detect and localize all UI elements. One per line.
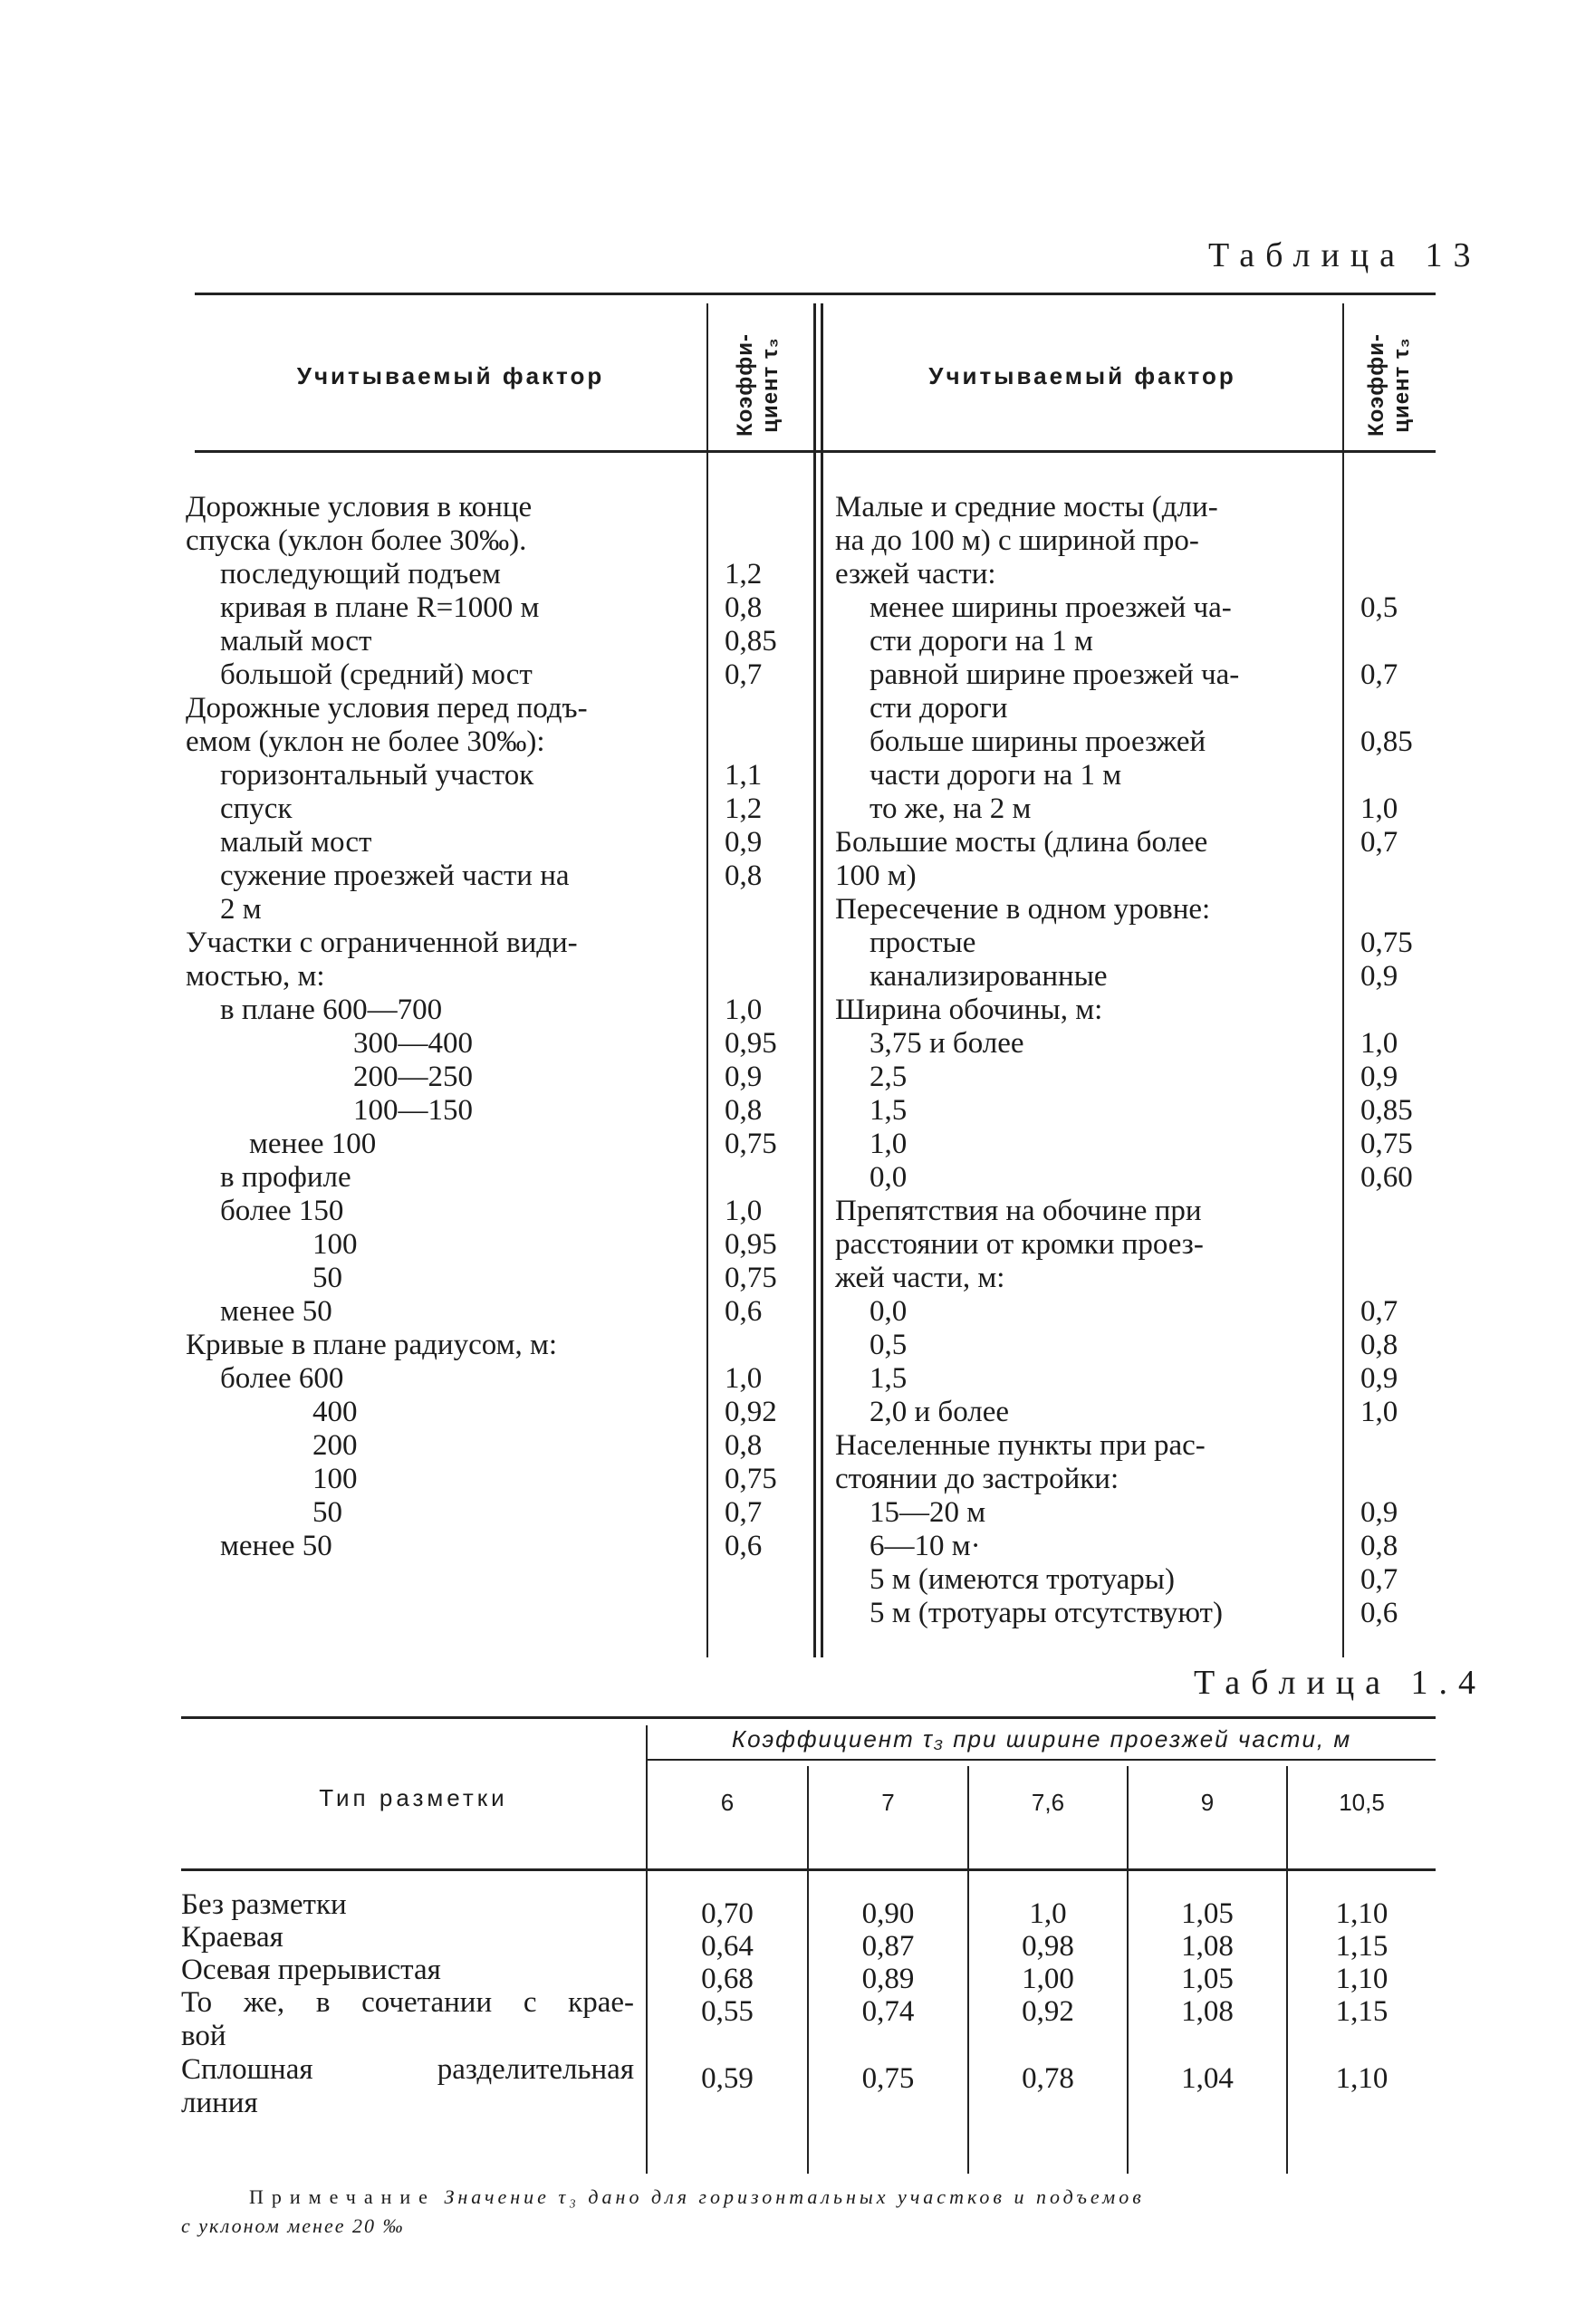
table13-left-coef-value: 1,0 [725, 1362, 763, 1395]
table13-right-factor-row: 2,5 [870, 1061, 908, 1093]
table14-cell-value: 1,15 [1335, 1995, 1388, 2028]
table13-left-coef-value [725, 1161, 806, 1195]
table13-right-coef-value [1360, 1463, 1433, 1496]
table13-left-coef-value [725, 960, 806, 994]
table13-right-factor-row: Пересечение в одном уровне: [835, 893, 1211, 926]
table13-left-factor-row: 100—150 [353, 1094, 473, 1127]
table13-right-factor-row: Малые и средние мосты (дли- [835, 491, 1218, 523]
table13-left-factor-row: емом (уклон не более 30‰): [186, 725, 545, 758]
table14-cell-value: 0,55 [701, 1995, 754, 2028]
table13-right-factor-row: 5 м (имеются тротуары) [870, 1563, 1175, 1596]
table13-left-factor-row: 50 [312, 1262, 342, 1294]
table13-right-factor-row: то же, на 2 м [870, 792, 1032, 825]
table13-left-factor-row: 200—250 [353, 1061, 473, 1093]
table13-left-coef-value: 0,7 [725, 658, 763, 691]
table13-left-coef-value: 0,6 [725, 1295, 763, 1328]
table13-right-factor-row: Препятствия на обочине при [835, 1195, 1202, 1227]
table13-left-factor-row: малый мост [220, 826, 372, 859]
table13-left-coef-value: 0,95 [725, 1228, 777, 1261]
table13-left-coef-value: 0,6 [725, 1530, 763, 1562]
table13-right-header-factor: Учитываемый фактор [928, 362, 1236, 389]
table13-right-factor-row: 1,5 [870, 1362, 908, 1395]
table13-right-coef-value: 0,85 [1360, 725, 1413, 758]
table13-left-factor-row: 2 м [220, 893, 262, 926]
table13-left-coef-value: 0,75 [725, 1463, 777, 1495]
table13-right-factor-row: сти дороги [870, 692, 1008, 725]
table14-row-name: линия [181, 2087, 258, 2119]
table14-width-header: 7,6 [1031, 1789, 1065, 1816]
table13-right-coef-value: 0,7 [1360, 1295, 1398, 1328]
table14-cell-value: 0,89 [861, 1963, 915, 1995]
table13-left-factor-row: Дорожные условия перед подъ- [186, 692, 588, 725]
table13-right-coef-value: 0,75 [1360, 1128, 1413, 1160]
table13-right-coef-value [1360, 491, 1433, 524]
table13-right-coef-value: 1,0 [1360, 792, 1398, 825]
table14-row-name: Краевая [181, 1921, 283, 1954]
table13-left-factor-row: последующий подъем [220, 558, 501, 591]
table13-left-factor-row: мостью, м: [186, 960, 325, 993]
table13-left-factor-row: менее 50 [220, 1295, 332, 1328]
table14-caption: Таблица 1.4 [1194, 1664, 1487, 1702]
table13-right-coef-value: 0,7 [1360, 826, 1398, 859]
table13-left-factor-row: 300—400 [353, 1027, 473, 1060]
table13-left-coef-value: 0,75 [725, 1128, 777, 1160]
table13-right-factor-row: 5 м (тротуары отсутствуют) [870, 1597, 1223, 1629]
table14-width-header: 6 [720, 1789, 735, 1816]
table13-right-coef-value [1360, 1429, 1433, 1463]
table13-left-factor-row: спуска (уклон более 30‰). [186, 524, 527, 557]
table13-left-factor-row: Кривые в плане радиусом, м: [186, 1329, 558, 1361]
table13-left-factor-row: более 150 [220, 1195, 344, 1227]
table14-header-type: Тип разметки [319, 1784, 508, 1811]
table13-right-factor-row: 3,75 и более [870, 1027, 1024, 1060]
table13-left-factor-row: 400 [312, 1396, 358, 1428]
table14-cell-value: 0,98 [1022, 1930, 1074, 1963]
table13-left-coef-value: 0,8 [725, 859, 763, 892]
table13-left-factor-row: 50 [312, 1496, 342, 1529]
table13-left-coef-value: 1,0 [725, 994, 763, 1026]
table13-left-coef-value [725, 927, 806, 960]
table14-coef-subrule [648, 1759, 1436, 1761]
table13-left-coef-value: 0,75 [725, 1262, 777, 1294]
table13-right-coef-value [1360, 994, 1433, 1027]
table13-right-factor-row: жей части, м: [835, 1262, 1005, 1294]
table13-right-coef-value [1360, 759, 1433, 792]
table13-right-coef-value: 0,9 [1360, 960, 1398, 993]
table13-left-coef-value: 0,7 [725, 1496, 763, 1529]
table13-top-rule [195, 293, 1436, 295]
table13-left-factor-row: 200 [312, 1429, 358, 1462]
table13-left-coef-value: 1,0 [725, 1195, 763, 1227]
table13-left-factor-row: Участки с ограниченной види- [186, 927, 578, 959]
table13-right-factor-row: простые [870, 927, 976, 959]
table14-row-name: То же, в сочетании с крае- [181, 1986, 634, 2019]
table13-left-header-coef: Коэффи- циент τ₃ [733, 333, 783, 437]
table13-right-coef-value: 0,5 [1360, 591, 1398, 624]
table14-cell-value: 0,68 [701, 1963, 754, 1995]
table14-cell-value: 1,10 [1335, 1963, 1388, 1995]
table13-left-factor-row: в плане 600—700 [220, 994, 443, 1026]
table13-left-coef-value: 0,92 [725, 1396, 777, 1428]
table13-right-coef-value: 0,9 [1360, 1496, 1398, 1529]
table13-left-coefficients [725, 491, 806, 1563]
table13-right-coef-value [1360, 558, 1433, 591]
table13-left-factor-row: менее 100 [249, 1128, 377, 1160]
table13-right-coef-value [1360, 1195, 1433, 1228]
table14-cell-value: 1,10 [1335, 2062, 1388, 2095]
table13-right-factor-row: канализированные [870, 960, 1108, 993]
table13-left-factor-row: более 600 [220, 1362, 344, 1395]
table13-left-coef-value [725, 893, 806, 927]
table13-right-coef-value: 0,9 [1360, 1061, 1398, 1093]
table13-right-factor-row: Ширина обочины, м: [835, 994, 1103, 1026]
table14-header-coef: Коэффициент τ₃ при ширине проезжей части, м [731, 1725, 1352, 1753]
table13-right-factor-row: 2,0 и более [870, 1396, 1010, 1428]
table13-right-coef-value [1360, 625, 1433, 658]
table14-cell-value: 1,08 [1181, 1930, 1234, 1963]
table13-left-coef-value: 1,2 [725, 792, 763, 825]
table13-right-factor-row: 0,0 [870, 1161, 908, 1194]
table13-right-coef-value: 1,0 [1360, 1396, 1398, 1428]
table13-left-factor-row: большой (средний) мост [220, 658, 533, 691]
table13-left-coef-value: 0,95 [725, 1027, 777, 1060]
table14-cell-value: 0,74 [861, 1995, 915, 2028]
table13-right-factor-row: езжей части: [835, 558, 996, 591]
table13-right-factor-row: 15—20 м [870, 1496, 986, 1529]
table13-left-body [186, 491, 693, 1563]
table13-left-factor-row: Дорожные условия в конце [186, 491, 533, 523]
table13-left-coef-value [725, 692, 806, 725]
table13-left-factor-row: кривая в плане R=1000 м [220, 591, 540, 624]
table13-right-coef-value: 0,6 [1360, 1597, 1398, 1629]
table13-right-coef-value: 0,75 [1360, 927, 1413, 959]
table14-row-name: Без разметки [181, 1888, 347, 1921]
table13-right-factor-row: 1,5 [870, 1094, 908, 1127]
table14-cell-value: 0,75 [861, 2062, 915, 2095]
table13-right-coef-value: 0,60 [1360, 1161, 1413, 1194]
table14-cell-value: 0,78 [1022, 2062, 1074, 2095]
table13-left-factor-row: менее 50 [220, 1530, 332, 1562]
table13-right-factor-row: стоянии до застройки: [835, 1463, 1119, 1495]
table14-cell-value: 1,10 [1335, 1897, 1388, 1930]
table14-cell-value: 1,00 [1022, 1963, 1074, 1995]
table13-right-coef-value: 0,8 [1360, 1530, 1398, 1562]
table14-cell-value: 1,04 [1181, 2062, 1234, 2095]
table13-right-factor-row: менее ширины проезжей ча- [870, 591, 1232, 624]
table13-right-factor-row: больше ширины проезжей [870, 725, 1206, 758]
table13-left-factor-row: сужение проезжей части на [220, 859, 570, 892]
table13-right-factor-row: 6—10 м· [870, 1530, 981, 1562]
table14-cell-value: 0,70 [701, 1897, 754, 1930]
table14-cell-value: 1,15 [1335, 1930, 1388, 1963]
table13-right-coef-value [1360, 859, 1433, 893]
table13-left-coef-separator [706, 303, 708, 1657]
table13-right-coef-value: 1,0 [1360, 1027, 1398, 1060]
table13-right-factor-row: 1,0 [870, 1128, 908, 1160]
table13-caption: Таблица 13 [1208, 236, 1482, 274]
note-label: Примечание [249, 2185, 436, 2208]
table13-left-factor-row: в профиле [220, 1161, 351, 1194]
table14-row-name: вой [181, 2020, 226, 2052]
table14-width-header: 9 [1200, 1789, 1215, 1816]
table13-middle-separator-a [813, 303, 816, 1657]
table13-right-coef-value [1360, 1262, 1433, 1295]
note-text: Значение τ₃ дано для горизонтальных участков и подъемов [444, 2185, 1145, 2208]
table13-right-factor-row: расстоянии от кромки проез- [835, 1228, 1204, 1261]
table13-left-coef-value [725, 725, 806, 759]
table13-left-coef-value [725, 491, 806, 524]
table13-right-factor-row: 0,5 [870, 1329, 908, 1361]
table14-row-name: Осевая прерывистая [181, 1954, 441, 1986]
table13-left-coef-value: 0,8 [725, 591, 763, 624]
table13-right-body [835, 491, 1338, 1630]
table13-left-factor-row: 100 [312, 1228, 358, 1261]
table13-right-header-coef: Коэффи- циент τ₃ [1364, 333, 1414, 437]
table13-right-coef-value [1360, 692, 1433, 725]
table13-left-header-factor: Учитываемый фактор [296, 362, 605, 389]
table14-cell-value: 0,90 [861, 1897, 915, 1930]
table14-top-rule [181, 1716, 1436, 1719]
table13-left-coef-value: 0,9 [725, 826, 763, 859]
table14-cell-value: 0,64 [701, 1930, 754, 1963]
table14-cell-value: 0,87 [861, 1930, 915, 1963]
table13-left-coef-value: 1,1 [725, 759, 763, 792]
table13-right-coef-value: 0,8 [1360, 1329, 1398, 1361]
table14-cell-value: 1,05 [1181, 1963, 1234, 1995]
table13-right-coef-value: 0,85 [1360, 1094, 1413, 1127]
table13-right-factor-row: 100 м) [835, 859, 917, 892]
table13-right-factor-row: 0,0 [870, 1295, 908, 1328]
table14-note-line2: с уклоном менее 20 ‰ [181, 2214, 405, 2237]
table13-left-coef-value: 0,8 [725, 1429, 763, 1462]
table13-right-coef-value [1360, 893, 1433, 927]
table13-left-coef-value [725, 1329, 806, 1362]
table13-middle-separator-b [821, 303, 823, 1657]
table14-row-name: Сплошная разделительная [181, 2053, 634, 2086]
table13-left-coef-value: 0,9 [725, 1061, 763, 1093]
table13-right-coef-separator [1342, 303, 1344, 1657]
table13-left-coef-value: 0,8 [725, 1094, 763, 1127]
table13-left-coef-value: 0,85 [725, 625, 777, 658]
table13-right-coef-value: 0,7 [1360, 1563, 1398, 1596]
table13-right-factor-row: равной ширине проезжей ча- [870, 658, 1240, 691]
table13-left-factor-row: горизонтальный участок [220, 759, 534, 792]
table13-right-factor-row: части дороги на 1 м [870, 759, 1122, 792]
table14-cell-value: 0,59 [701, 2062, 754, 2095]
table13-right-factor-row: Большие мосты (длина более [835, 826, 1208, 859]
table13-left-factor-row: малый мост [220, 625, 372, 658]
table13-right-coef-value [1360, 1228, 1433, 1262]
table13-right-coef-value [1360, 524, 1433, 558]
table13-right-factor-row: Населенные пункты при рас- [835, 1429, 1206, 1462]
table13-left-coef-value [725, 524, 806, 558]
table13-left-factor-row: 100 [312, 1463, 358, 1495]
table14-width-header: 10,5 [1339, 1789, 1385, 1816]
table13-right-factor-row: сти дороги на 1 м [870, 625, 1093, 658]
table13-right-coefficients [1360, 491, 1433, 1630]
table14-cell-value: 1,0 [1029, 1897, 1067, 1930]
table13-right-coef-value: 0,9 [1360, 1362, 1398, 1395]
table14-cell-value: 0,92 [1022, 1995, 1074, 2028]
table14-note-line1 [249, 2185, 1145, 2209]
table14-width-header: 7 [881, 1789, 895, 1816]
table13-right-factor-row: на до 100 м) с шириной про- [835, 524, 1199, 557]
table13-left-factor-row: спуск [220, 792, 293, 825]
table14-cell-value: 1,08 [1181, 1995, 1234, 2028]
table13-left-coef-value: 1,2 [725, 558, 763, 591]
table14-cell-value: 1,05 [1181, 1897, 1234, 1930]
table13-right-coef-value: 0,7 [1360, 658, 1398, 691]
